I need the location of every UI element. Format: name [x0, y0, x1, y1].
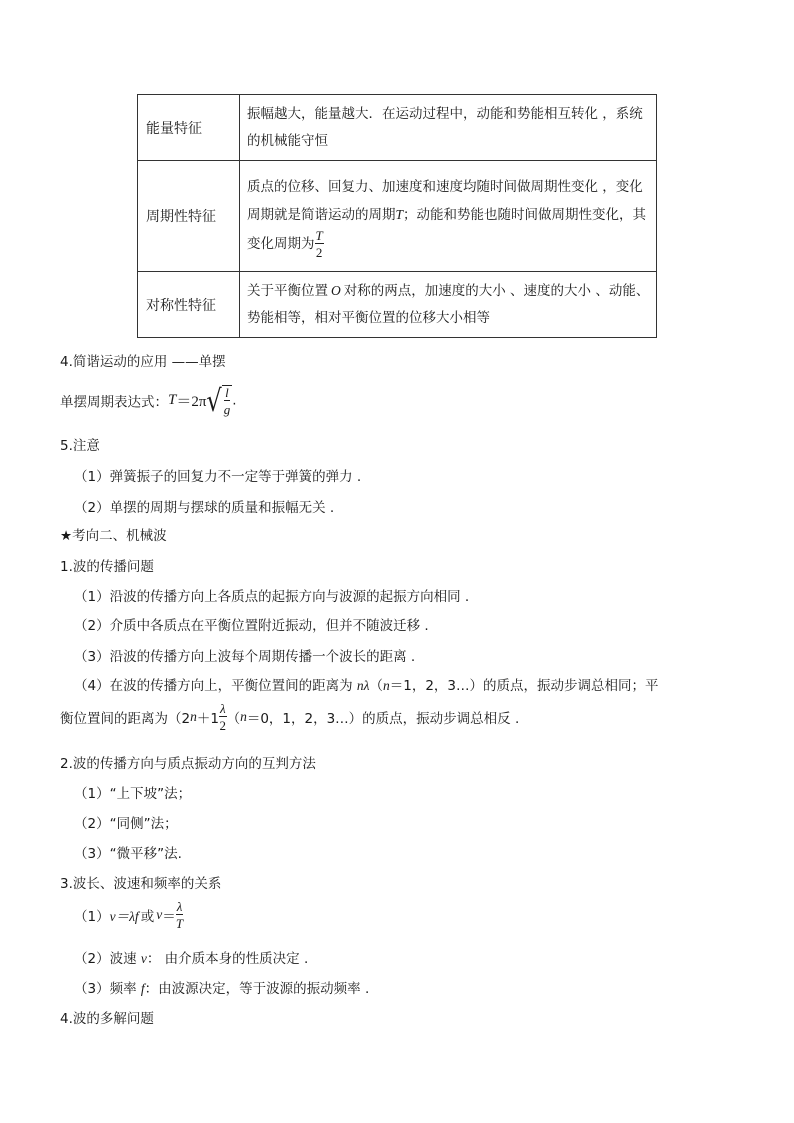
section-4-title: 4.简谐运动的应用 ——单摆	[60, 354, 226, 370]
table-row	[138, 95, 657, 161]
symbol-T: T	[395, 206, 404, 222]
row-text: 对称的两点，加速度的大小 、速度的大小 、动能、势能相等，相对平衡位置的位移大小相等	[247, 283, 650, 326]
sqrt-icon: √	[206, 383, 222, 418]
wave-section-3-title: 3.波长、波速和频率的关系	[60, 876, 222, 892]
list-item	[74, 674, 659, 694]
list-item: （3）沿波的传播方向上波每个周期传播一个波长的距离 .	[74, 649, 416, 665]
symbol-O: O	[331, 283, 341, 298]
wave-section-2-title: 2.波的传播方向与质点振动方向的互判方法	[60, 756, 316, 772]
row-content: 振幅越大，能量越大．在运动过程中，动能和势能相互转化 ，系统的机械能守恒	[240, 95, 657, 161]
fraction-denominator: 2	[219, 718, 226, 733]
fraction-numerator: l	[225, 385, 229, 400]
formula-label: 单摆周期表达式：	[60, 394, 168, 411]
fraction-denominator: 2	[315, 244, 323, 260]
list-item: （1）弹簧振子的回复力不一定等于弹簧的弹力 .	[74, 469, 362, 485]
list-item: （2）介质中各质点在平衡位置附近振动，但并不随波迁移 .	[74, 618, 429, 634]
fraction-numerator: T	[315, 227, 323, 243]
symbol-n: n	[383, 678, 390, 693]
row-content	[240, 161, 657, 272]
formula-v-lambda-f: v＝λf	[109, 909, 139, 924]
text: 衡位置间的距离为（2	[60, 711, 191, 727]
wave-section-4-title: 4.波的多解问题	[60, 1011, 154, 1027]
symbol-f: f	[140, 981, 145, 996]
fraction-lambda-over-2	[219, 702, 227, 732]
list-item	[74, 900, 183, 930]
text: （4）在波的传播方向上，平衡位置间的距离为	[74, 678, 353, 694]
fraction-numerator: λ	[219, 701, 226, 716]
pendulum-formula-line	[60, 385, 237, 416]
fraction-denominator: T	[175, 916, 184, 931]
formula-end: .	[232, 392, 237, 409]
row-text: ；动能和势能也随时间做周期性变化，其变化周期为	[247, 206, 647, 252]
fraction-denominator: g	[223, 402, 231, 417]
text: （1）	[74, 909, 110, 925]
list-item	[74, 977, 369, 997]
text: ＝0，1，2，3…）的质点，振动步调总相反 .	[246, 711, 520, 727]
text: 或	[140, 909, 155, 925]
list-item: （1）沿波的传播方向上各质点的起振方向与波源的起振方向相同 .	[74, 589, 470, 605]
formula-eq: ＝2π	[176, 394, 207, 410]
text: （	[226, 711, 241, 727]
text: （	[369, 678, 383, 694]
list-item-continuation	[60, 702, 519, 732]
text: （3）频率	[74, 981, 137, 997]
fraction-numerator: λ	[176, 899, 183, 914]
text: ：由波源决定，等于波源的振动频率 .	[144, 981, 370, 997]
text: ： 由介质本身的性质决定 .	[146, 951, 309, 967]
properties-table	[137, 94, 657, 338]
row-label: 能量特征	[138, 95, 240, 161]
radicand	[222, 385, 233, 416]
symbol-n: n	[190, 709, 197, 724]
row-text: 质点的位移、回复力、加速度和速度均随时间做周期性变化 ，变化周期就是简谐运动的周期	[247, 178, 643, 223]
row-label: 对称性特征	[138, 272, 240, 338]
row-label: 周期性特征	[138, 161, 240, 272]
list-item	[74, 947, 308, 967]
list-item: （2）单摆的周期与摆球的质量和振幅无关 .	[74, 500, 335, 516]
table-row	[138, 161, 657, 272]
formula-T: T	[168, 392, 177, 408]
fraction-T-over-2	[315, 229, 324, 259]
list-item: （1）“上下坡”法；	[74, 786, 192, 802]
list-item: （3）“微平移”法.	[74, 846, 182, 862]
symbol-n-lambda: nλ	[356, 678, 370, 693]
topic-2-title: ★考向二、机械波	[60, 528, 167, 544]
fraction-lambda-over-T	[176, 900, 184, 930]
section-5-title: 5.注意	[60, 438, 100, 454]
text: ＋1	[196, 711, 219, 727]
row-text: 关于平衡位置	[247, 283, 328, 299]
text: ＝	[162, 909, 176, 924]
text: ＝1，2，3…）的质点，振动步调总相同；平	[389, 678, 659, 694]
row-content	[240, 272, 657, 338]
symbol-n: n	[240, 709, 247, 724]
symbol-v: v	[140, 951, 147, 966]
table-row	[138, 272, 657, 338]
wave-section-1-title: 1.波的传播问题	[60, 559, 154, 575]
list-item: （2）“同侧”法；	[74, 816, 178, 832]
symbol-v: v	[156, 907, 163, 922]
fraction-l-over-g	[224, 386, 231, 416]
text: （2）波速	[74, 951, 137, 967]
sqrt-expression	[206, 385, 232, 416]
